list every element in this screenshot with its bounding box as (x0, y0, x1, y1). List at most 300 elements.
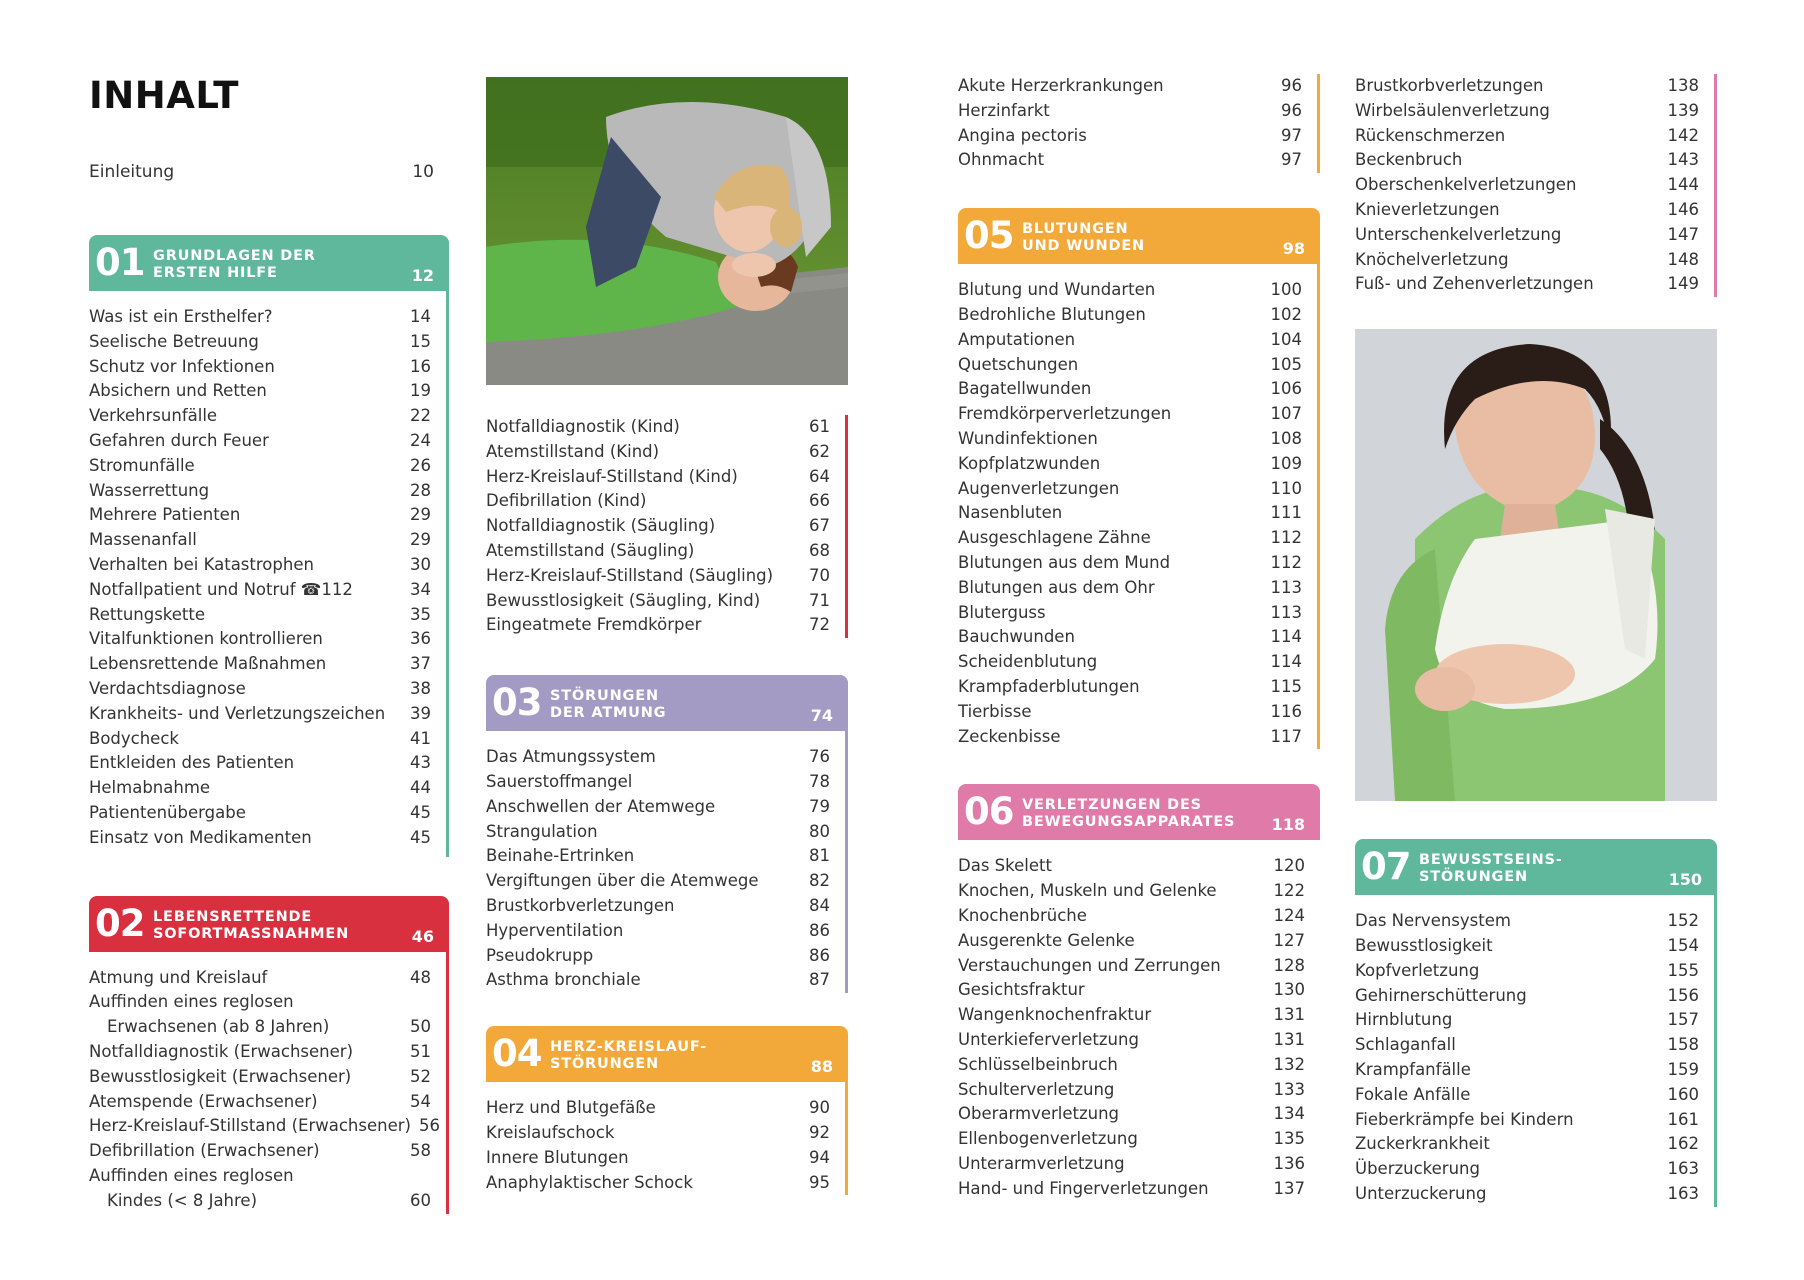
child-list (486, 415, 848, 638)
toc-entry[interactable] (958, 1152, 1305, 1177)
toc-entry[interactable] (958, 328, 1302, 353)
toc-entry-page: 159 (1667, 1059, 1699, 1079)
toc-entry-label: Nasenbluten (958, 503, 1063, 523)
toc-entry-page: 66 (809, 491, 830, 511)
toc-entry-label: Unterarmverletzung (958, 1153, 1125, 1173)
section-06 (958, 784, 1320, 1201)
toc-entry[interactable] (1355, 1182, 1699, 1207)
toc-entry-label: Oberschenkelverletzungen (1355, 175, 1577, 195)
toc-entry[interactable] (958, 1003, 1305, 1028)
toc-entry-label: Eingeatmete Fremdkörper (486, 615, 702, 635)
toc-entry[interactable] (89, 429, 431, 454)
toc-entry-page: 138 (1667, 76, 1699, 95)
section-title (153, 248, 316, 282)
toc-entry[interactable] (958, 477, 1302, 502)
toc-entry[interactable] (89, 404, 431, 429)
toc-entry[interactable] (958, 904, 1305, 929)
toc-entry-page: 137 (1273, 1178, 1305, 1198)
toc-entry-page: 43 (410, 753, 431, 773)
toc-entry-page: 71 (809, 590, 830, 610)
toc-entry[interactable] (89, 776, 431, 801)
section-title (550, 1039, 707, 1073)
section-03 (486, 675, 848, 993)
toc-entry[interactable] (486, 1096, 830, 1121)
toc-entry[interactable] (89, 1090, 431, 1115)
toc-entry[interactable] (486, 415, 830, 440)
toc-entry[interactable] (89, 1015, 431, 1040)
toc-entry-label: Notfalldiagnostik (Säugling) (486, 516, 716, 536)
toc-entry[interactable] (1355, 1157, 1699, 1182)
toc-entry[interactable] (486, 539, 830, 564)
toc-entry-page: 100 (1270, 280, 1302, 300)
toc-entry-page: 114 (1270, 652, 1302, 672)
toc-entry-page: 34 (410, 579, 431, 599)
section-04-list (486, 1082, 848, 1195)
toc-entry[interactable] (89, 479, 431, 504)
toc-entry[interactable] (486, 795, 830, 820)
toc-entry[interactable] (1355, 74, 1699, 99)
toc-entry[interactable] (958, 650, 1302, 675)
section-04-header[interactable] (486, 1026, 848, 1082)
section-page: 118 (1271, 815, 1305, 835)
toc-entry[interactable] (89, 578, 431, 603)
toc-entry[interactable] (1355, 1008, 1699, 1033)
toc-entry[interactable] (958, 278, 1302, 303)
toc-entry[interactable] (1355, 198, 1699, 223)
toc-entry-page: 35 (410, 604, 431, 624)
toc-entry[interactable] (89, 727, 431, 752)
toc-entry-page: 120 (1273, 856, 1305, 876)
intro-page: 10 (412, 162, 434, 182)
toc-entry-label: Krampfanfälle (1355, 1059, 1471, 1079)
section-title (1419, 852, 1563, 886)
toc-entry-label: Wangenknochenfraktur (958, 1005, 1152, 1025)
toc-entry-label: Hand- und Fingerverletzungen (958, 1178, 1209, 1198)
toc-entry[interactable] (1355, 173, 1699, 198)
toc-entry-label: Beinahe-Ertrinken (486, 846, 635, 866)
section-title-line1: BEWUSSTSEINS- (1419, 852, 1563, 869)
toc-entry-page: 163 (1667, 1183, 1699, 1203)
toc-entry[interactable] (958, 1177, 1305, 1202)
toc-entry-label: Atemspende (Erwachsener) (89, 1091, 318, 1111)
toc-entry[interactable] (1355, 909, 1699, 934)
section-07-header[interactable] (1355, 839, 1717, 895)
toc-entry[interactable] (89, 1139, 431, 1164)
toc-entry[interactable] (89, 603, 431, 628)
toc-entry-label: Defibrillation (Erwachsener) (89, 1141, 320, 1161)
toc-entry-label: Seelische Betreuung (89, 331, 259, 351)
toc-entry[interactable] (89, 503, 431, 528)
toc-entry-page: 86 (809, 920, 830, 940)
toc-entry-page: 52 (410, 1066, 431, 1086)
section-02-list (89, 952, 449, 1214)
toc-entry-page: 54 (410, 1091, 431, 1111)
toc-entry-label: Bewusstlosigkeit (Säugling, Kind) (486, 590, 761, 610)
toc-entry[interactable] (1355, 959, 1699, 984)
toc-entry-page: 14 (410, 307, 431, 326)
toc-entry-label: Patientenübergabe (89, 802, 246, 822)
toc-entry[interactable] (89, 1189, 431, 1214)
toc-entry-label: Wirbelsäulenverletzung (1355, 100, 1550, 120)
toc-entry-page: 142 (1667, 125, 1699, 145)
toc-entry[interactable] (1355, 1033, 1699, 1058)
toc-entry[interactable] (1355, 1132, 1699, 1157)
section-03-header[interactable] (486, 675, 848, 731)
toc-entry-label: Brustkorbverletzungen (1355, 76, 1544, 95)
toc-entry[interactable] (486, 564, 830, 589)
toc-entry-label: Herzinfarkt (958, 100, 1050, 120)
toc-entry[interactable] (958, 148, 1302, 173)
section-title-line2: DER ATMUNG (550, 705, 667, 722)
toc-entry[interactable] (486, 589, 830, 614)
toc-entry-page: 134 (1273, 1104, 1305, 1124)
toc-entry-label: Verkehrsunfälle (89, 406, 218, 426)
toc-entry[interactable] (958, 353, 1302, 378)
toc-entry[interactable] (958, 1102, 1305, 1127)
toc-entry-page: 114 (1270, 627, 1302, 647)
toc-entry-label: Herz und Blutgefäße (486, 1098, 656, 1118)
toc-entry-label: Fremdkörperverletzungen (958, 404, 1172, 424)
toc-entry[interactable] (958, 576, 1302, 601)
toc-entry-page: 30 (410, 554, 431, 574)
section-number: 07 (1361, 845, 1411, 889)
toc-entry[interactable] (1355, 1108, 1699, 1133)
toc-entry[interactable] (1355, 934, 1699, 959)
toc-entry-label: Schulterverletzung (958, 1079, 1115, 1099)
arm-sling-photo (1355, 329, 1717, 801)
toc-entry-label: Krankheits- und Verletzungszeichen (89, 703, 386, 723)
toc-entry-page: 108 (1270, 428, 1302, 448)
toc-entry-page: 158 (1667, 1035, 1699, 1055)
toc-entry-label: Ausgerenkte Gelenke (958, 930, 1135, 950)
toc-entry[interactable] (89, 528, 431, 553)
toc-entry-label: Rettungskette (89, 604, 206, 624)
toc-entry-page: 48 (410, 967, 431, 987)
toc-entry-page: 157 (1667, 1010, 1699, 1030)
toc-entry[interactable] (958, 1078, 1305, 1103)
toc-entry-label: Vitalfunktionen kontrollieren (89, 629, 323, 649)
column-4 (1355, 74, 1717, 1207)
toc-entry[interactable] (1355, 223, 1699, 248)
toc-entry[interactable] (486, 745, 830, 770)
toc-entry[interactable] (486, 465, 830, 490)
toc-entry[interactable] (958, 526, 1302, 551)
toc-entry-page: 124 (1273, 905, 1305, 925)
toc-entry-label: Kreislaufschock (486, 1122, 615, 1142)
toc-entry-label: Massenanfall (89, 530, 197, 550)
toc-entry[interactable] (486, 770, 830, 795)
toc-entry[interactable] (89, 355, 431, 380)
toc-entry-page: 82 (809, 871, 830, 891)
toc-entry-label: Wasserrettung (89, 480, 210, 500)
toc-entry[interactable] (486, 440, 830, 465)
toc-entry-label: Entkleiden des Patienten (89, 753, 295, 773)
toc-entry-label: Knöchelverletzung (1355, 249, 1509, 269)
toc-entry-page: 133 (1273, 1079, 1305, 1099)
toc-entry-page: 102 (1270, 304, 1302, 324)
section-title-line2: STÖRUNGEN (1419, 869, 1528, 886)
section-title-line2: SOFORTMASSNAHMEN (153, 925, 350, 942)
toc-entry[interactable] (958, 74, 1302, 99)
toc-entry-label: Herz-Kreislauf-Stillstand (Erwachsener) (89, 1116, 411, 1136)
toc-entry-page: 41 (410, 728, 431, 748)
toc-entry-page: 113 (1270, 602, 1302, 622)
section-title (153, 909, 349, 943)
section-06-list (958, 840, 1320, 1201)
toc-entry[interactable] (89, 1065, 431, 1090)
toc-entry-page: 161 (1667, 1109, 1699, 1129)
section-01 (89, 235, 449, 857)
toc-entry-page: 160 (1667, 1084, 1699, 1104)
toc-entry-label: Unterkieferverletzung (958, 1029, 1139, 1049)
toc-entry-label: Erwachsenen (ab 8 Jahren) (107, 1017, 330, 1037)
toc-entry-page: 62 (809, 441, 830, 461)
toc-entry[interactable] (958, 978, 1305, 1003)
toc-entry-page: 45 (410, 827, 431, 847)
intro-label: Einleitung (89, 162, 175, 182)
toc-entry-page: 131 (1273, 1029, 1305, 1049)
toc-entry[interactable] (89, 1040, 431, 1065)
toc-entry[interactable] (89, 652, 431, 677)
toc-entry-page: 70 (809, 565, 830, 585)
toc-entry-page: 105 (1270, 354, 1302, 374)
toc-entry-page: 148 (1667, 249, 1699, 269)
toc-entry[interactable] (89, 677, 431, 702)
section-06-header[interactable] (958, 784, 1320, 840)
toc-entry[interactable] (1355, 272, 1699, 297)
toc-entry-page: 136 (1273, 1153, 1305, 1173)
section-05-header[interactable] (958, 208, 1320, 264)
toc-entry-page: 156 (1667, 985, 1699, 1005)
toc-entry[interactable] (958, 625, 1302, 650)
toc-entry[interactable] (486, 968, 830, 993)
intro-entry[interactable] (89, 162, 449, 182)
toc-entry[interactable] (958, 879, 1305, 904)
section-01-list (89, 291, 449, 857)
section-page: 74 (810, 706, 833, 726)
toc-entry-label: Einsatz von Medikamenten (89, 827, 312, 847)
section-title-line2: BEWEGUNGSAPPARATES (1022, 814, 1236, 831)
toc-entry[interactable] (486, 1171, 830, 1196)
section-number: 05 (964, 214, 1014, 258)
toc-entry-page: 113 (1270, 577, 1302, 597)
toc-entry-page: 37 (410, 654, 431, 674)
toc-entry-page: 147 (1667, 224, 1699, 244)
toc-entry[interactable] (958, 601, 1302, 626)
toc-entry-label: Lebensrettende Maßnahmen (89, 654, 327, 674)
toc-entry-page: 45 (410, 802, 431, 822)
column-2 (486, 77, 848, 1195)
toc-entry-label: Knochen, Muskeln und Gelenke (958, 881, 1217, 901)
toc-entry-label: Krampfaderblutungen (958, 676, 1140, 696)
toc-entry[interactable] (89, 627, 431, 652)
toc-entry-page: 29 (410, 505, 431, 525)
toc-entry-label: Bewusstlosigkeit (Erwachsener) (89, 1066, 352, 1086)
toc-entry[interactable] (1355, 148, 1699, 173)
toc-entry[interactable] (958, 99, 1302, 124)
toc-entry-page: 90 (809, 1098, 830, 1118)
toc-entry[interactable] (958, 954, 1305, 979)
toc-entry-page: 122 (1273, 881, 1305, 901)
toc-entry[interactable] (486, 869, 830, 894)
toc-entry-page: 97 (1281, 125, 1302, 145)
toc-entry-page: 44 (410, 778, 431, 798)
toc-entry-page: 131 (1273, 1005, 1305, 1025)
toc-entry-page: 24 (410, 430, 431, 450)
toc-entry-label: Strangulation (486, 821, 598, 841)
toc-entry[interactable] (958, 377, 1302, 402)
toc-entry[interactable] (89, 379, 431, 404)
section-title-line1: BLUTUNGEN (1022, 221, 1129, 238)
toc-entry[interactable] (89, 330, 431, 355)
toc-entry[interactable] (486, 844, 830, 869)
section-07-list (1355, 895, 1717, 1207)
toc-entry-label: Absichern und Retten (89, 381, 267, 401)
toc-entry-label: Ausgeschlagene Zähne (958, 528, 1151, 548)
toc-entry[interactable] (958, 1127, 1305, 1152)
toc-entry[interactable] (958, 700, 1302, 725)
toc-entry-label: Atemstillstand (Säugling) (486, 540, 695, 560)
toc-entry-page: 130 (1273, 980, 1305, 1000)
toc-entry-page: 16 (410, 356, 431, 376)
toc-entry[interactable] (958, 124, 1302, 149)
toc-entry[interactable] (958, 452, 1302, 477)
toc-entry[interactable] (958, 551, 1302, 576)
toc-entry[interactable] (486, 514, 830, 539)
toc-entry-label: Unterzuckerung (1355, 1183, 1487, 1203)
toc-entry-page: 135 (1273, 1129, 1305, 1149)
section-number: 04 (492, 1032, 542, 1076)
section-title (1022, 797, 1235, 831)
section-05-list (958, 264, 1320, 749)
toc-entry-label: Das Nervensystem (1355, 911, 1511, 931)
toc-entry[interactable] (486, 1121, 830, 1146)
toc-entry-page: 115 (1270, 676, 1302, 696)
toc-entry-label: Anschwellen der Atemwege (486, 796, 716, 816)
toc-entry[interactable] (1355, 984, 1699, 1009)
toc-entry[interactable] (89, 1164, 431, 1189)
toc-entry[interactable] (89, 826, 431, 851)
toc-entry-page: 79 (809, 796, 830, 816)
toc-entry[interactable] (958, 402, 1302, 427)
toc-entry[interactable] (958, 725, 1302, 750)
toc-entry-label: Knieverletzungen (1355, 199, 1500, 219)
toc-entry-label: Pseudokrupp (486, 945, 594, 965)
toc-entry[interactable] (89, 553, 431, 578)
toc-entry-label: Zeckenbisse (958, 726, 1061, 746)
toc-entry-page: 139 (1667, 100, 1699, 120)
toc-entry-label: Auffinden eines reglosen (89, 992, 294, 1012)
toc-entry-page: 38 (410, 678, 431, 698)
toc-entry[interactable] (486, 1146, 830, 1171)
toc-entry-page: 162 (1667, 1134, 1699, 1154)
toc-entry-label: Bedrohliche Blutungen (958, 304, 1146, 324)
section-title-line1: HERZ-KREISLAUF- (550, 1039, 707, 1056)
toc-entry-page: 26 (410, 455, 431, 475)
toc-entry-label: Augenverletzungen (958, 478, 1120, 498)
toc-entry[interactable] (89, 990, 431, 1015)
toc-entry-label: Verstauchungen und Zerrungen (958, 955, 1221, 975)
toc-entry-label: Notfallpatient und Notruf ☎112 (89, 579, 353, 599)
toc-entry[interactable] (958, 675, 1302, 700)
column-1 (89, 74, 449, 1214)
toc-entry[interactable] (1355, 1083, 1699, 1108)
toc-entry[interactable] (89, 454, 431, 479)
toc-entry-page: 36 (410, 629, 431, 649)
section-06-cont-list (1355, 74, 1717, 297)
toc-entry-label: Innere Blutungen (486, 1147, 629, 1167)
toc-entry-label: Stromunfälle (89, 455, 195, 475)
toc-entry-label: Bewusstlosigkeit (1355, 935, 1493, 955)
toc-entry-label: Kopfplatzwunden (958, 453, 1101, 473)
toc-entry-page: 154 (1667, 935, 1699, 955)
toc-entry[interactable] (958, 1028, 1305, 1053)
toc-entry-page: 144 (1667, 175, 1699, 195)
toc-entry[interactable] (958, 854, 1305, 879)
toc-entry-page: 39 (410, 703, 431, 723)
toc-entry-page: 22 (410, 406, 431, 426)
toc-entry[interactable] (89, 751, 431, 776)
toc-entry[interactable] (486, 489, 830, 514)
toc-entry-label: Das Skelett (958, 856, 1052, 876)
toc-entry-label: Akute Herzerkrankungen (958, 76, 1164, 95)
section-page: 12 (411, 266, 434, 285)
toc-entry-page: 117 (1270, 726, 1302, 746)
toc-entry-label: Schutz vor Infektionen (89, 356, 275, 376)
toc-entry[interactable] (1355, 99, 1699, 124)
toc-entry[interactable] (1355, 248, 1699, 273)
child-continued (486, 415, 848, 638)
toc-entry[interactable] (958, 1053, 1305, 1078)
toc-entry-label: Schlüsselbeinbruch (958, 1054, 1118, 1074)
toc-entry[interactable] (958, 427, 1302, 452)
toc-entry-label: Asthma bronchiale (486, 970, 641, 990)
toc-entry-page: 111 (1270, 503, 1302, 523)
toc-entry[interactable] (89, 966, 431, 991)
toc-entry[interactable] (486, 613, 830, 638)
toc-entry[interactable] (486, 944, 830, 969)
toc-entry-page: 60 (410, 1190, 431, 1210)
toc-entry-page: 67 (809, 516, 830, 536)
toc-entry-label: Knochenbrüche (958, 905, 1087, 925)
section-01-header[interactable] (89, 235, 449, 291)
toc-entry[interactable] (1355, 124, 1699, 149)
toc-entry-page: 76 (809, 747, 830, 767)
toc-entry[interactable] (89, 305, 431, 330)
toc-entry-label: Was ist ein Ersthelfer? (89, 307, 273, 326)
toc-entry-page: 95 (809, 1172, 830, 1192)
toc-entry[interactable] (89, 702, 431, 727)
toc-entry[interactable] (958, 929, 1305, 954)
toc-entry[interactable] (486, 919, 830, 944)
toc-entry-page: 72 (809, 615, 830, 635)
toc-entry[interactable] (486, 894, 830, 919)
toc-entry[interactable] (89, 801, 431, 826)
toc-entry-label: Kopfverletzung (1355, 960, 1480, 980)
toc-entry-page: 68 (809, 540, 830, 560)
toc-entry[interactable] (486, 820, 830, 845)
section-02-header[interactable] (89, 896, 449, 952)
toc-entry[interactable] (958, 303, 1302, 328)
section-04-cont-list (958, 74, 1320, 173)
toc-entry-page: 109 (1270, 453, 1302, 473)
toc-entry-label: Wundinfektionen (958, 428, 1098, 448)
toc-entry[interactable] (1355, 1058, 1699, 1083)
toc-entry[interactable] (89, 1114, 440, 1139)
toc-entry-label: Zuckerkrankheit (1355, 1134, 1490, 1154)
toc-entry-label: Verdachtsdiagnose (89, 678, 246, 698)
toc-entry[interactable] (958, 501, 1302, 526)
